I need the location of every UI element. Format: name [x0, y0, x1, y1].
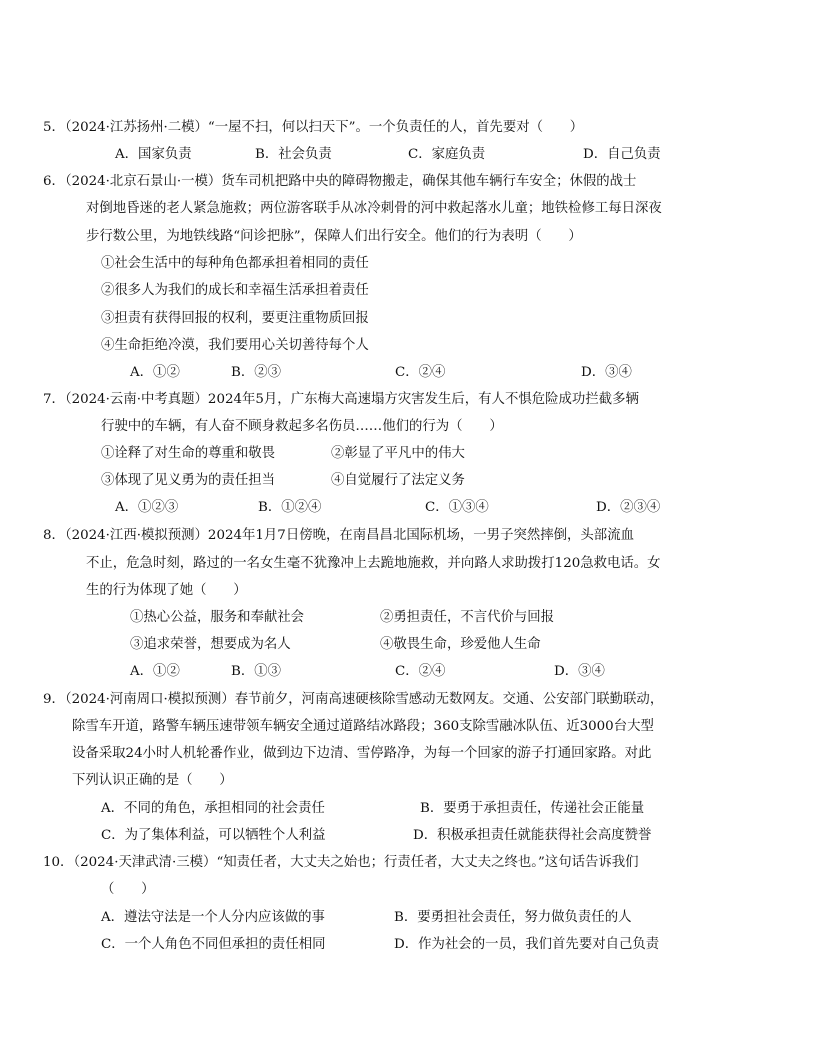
- question-9-stem-line-1: 9．（2024·河南周口·模拟预测）春节前夕，河南高速硬核除雪感动无数网友。交通、公安部门联勤联动，: [43, 692, 664, 707]
- question-8-statement-1: ①热心公益，服务和奉献社会: [130, 610, 305, 625]
- question-9-stem-line-3: 设备采取24小时人机轮番作业，做到边下边清、雪停路净，为每一个回家的游子打通回家路。对此: [72, 746, 652, 761]
- question-8-stem-line-1: 8．（2024·江西·模拟预测）2024年1月7日傍晚，在南昌昌北国际机场，一男子突然摔倒，头部流血: [43, 528, 634, 543]
- question-10-stem-line-2: （ ）: [101, 882, 155, 897]
- question-9-stem-line-2: 除雪车开道，路警车辆压速带领车辆安全通过道路结冰路段；360支除雪融冰队伍、近3000台大型: [72, 719, 654, 734]
- question-8-stem-line-3: 生的行为体现了她（ ）: [86, 583, 247, 598]
- question-8-option-b: B．①③: [231, 664, 282, 679]
- question-7-option-b: B．①②④: [258, 500, 322, 515]
- question-5-option-d: D．自己负责: [583, 147, 661, 162]
- question-10-stem-line-1: 10．（2024·天津武清·三模）“知责任者，大丈夫之始也；行责任者，大丈夫之终也。”这句话告诉我们: [43, 855, 639, 870]
- question-8-statement-2: ②勇担责任，不言代价与回报: [380, 610, 555, 625]
- question-6-statement-2: ②很多人为我们的成长和幸福生活承担着责任: [101, 283, 369, 298]
- question-8-statement-4: ④敬畏生命，珍爱他人生命: [380, 637, 541, 652]
- question-7-stem-line-2: 行驶中的车辆，有人奋不顾身救起多名伤员……他们的行为（ ）: [101, 419, 503, 434]
- question-6-option-d: D．③④: [581, 365, 632, 380]
- question-9-option-d: D．积极承担责任就能获得社会高度赞誉: [413, 828, 652, 843]
- question-7-option-d: D．②③④: [596, 500, 661, 515]
- question-6-option-a: A．①②: [130, 365, 180, 380]
- question-6-option-c: C．②④: [395, 365, 446, 380]
- question-10-option-b: B．要勇担社会责任，努力做负责任的人: [394, 910, 632, 925]
- question-7-statement-3: ③体现了见义勇为的责任担当: [101, 473, 276, 488]
- question-5-stem-line-1: 5．（2024·江苏扬州·二模）“一屋不扫，何以扫天下”。一个负责任的人，首先要对（ ）: [43, 120, 584, 135]
- question-6-stem-line-3: 步行数公里，为地铁线路“问诊把脉”，保障人们出行安全。他们的行为表明（ ）: [86, 229, 582, 244]
- question-6-statement-1: ①社会生活中的每种角色都承担着相同的责任: [101, 256, 369, 271]
- question-5-option-a: A．国家负责: [115, 147, 192, 162]
- question-6-option-b: B．②③: [231, 365, 282, 380]
- question-6-statement-3: ③担责有获得回报的权利，要更注重物质回报: [101, 311, 369, 326]
- question-5-option-c: C．家庭负责: [408, 147, 486, 162]
- question-9-option-a: A．不同的角色，承担相同的社会责任: [101, 801, 325, 816]
- question-6-stem-line-1: 6．（2024·北京石景山·一模）货车司机把路中央的障碍物搬走，确保其他车辆行车安全；休假的战士: [43, 174, 637, 189]
- question-8-option-d: D．③④: [554, 664, 605, 679]
- question-9-option-c: C．为了集体利益，可以牺牲个人利益: [101, 828, 326, 843]
- question-7-statement-2: ②彰显了平凡中的伟大: [331, 446, 465, 461]
- question-7-statement-4: ④自觉履行了法定义务: [331, 473, 465, 488]
- question-6-statement-4: ④生命拒绝冷漠，我们要用心关切善待每个人: [101, 338, 369, 353]
- question-9-option-b: B．要勇于承担责任，传递社会正能量: [420, 801, 645, 816]
- question-10-option-d: D．作为社会的一员，我们首先要对自己负责: [394, 937, 660, 952]
- question-7-stem-line-1: 7．（2024·云南·中考真题）2024年5月，广东梅大高速塌方灾害发生后，有人不惧危险成功拦截多辆: [43, 392, 639, 407]
- question-8-option-a: A．①②: [130, 664, 180, 679]
- question-8-stem-line-2: 不止，危急时刻，路过的一名女生毫不犹豫冲上去跪地施救，并向路人求助拨打120急救电话。女: [86, 556, 661, 571]
- question-8-option-c: C．②④: [395, 664, 446, 679]
- question-9-stem-line-4: 下列认识正确的是（ ）: [72, 773, 233, 788]
- question-8-statement-3: ③追求荣誉，想要成为名人: [130, 637, 291, 652]
- question-7-option-a: A．①②③: [115, 500, 179, 515]
- question-6-stem-line-2: 对倒地昏迷的老人紧急施救；两位游客联手从冰冷刺骨的河中救起落水儿童；地铁检修工每日深夜: [86, 201, 662, 216]
- question-7-statement-1: ①诠释了对生命的尊重和敬畏: [101, 446, 276, 461]
- question-7-option-c: C．①③④: [425, 500, 489, 515]
- question-5-option-b: B．社会负责: [255, 147, 332, 162]
- question-10-option-c: C．一个人角色不同但承担的责任相同: [101, 937, 326, 952]
- question-10-option-a: A．遵法守法是一个人分内应该做的事: [101, 910, 325, 925]
